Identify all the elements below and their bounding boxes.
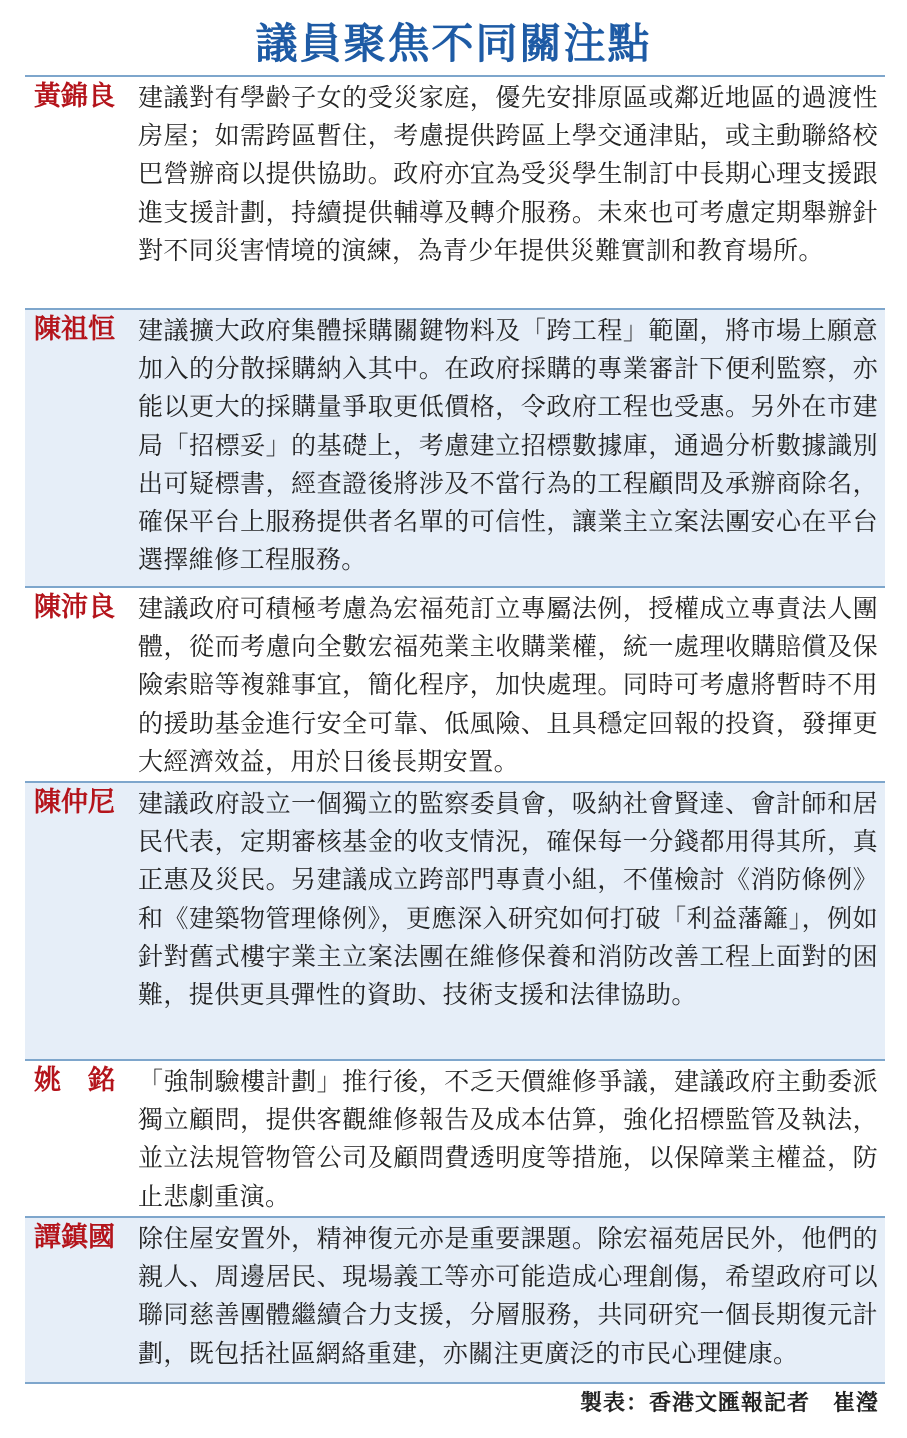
councillor-name: 姚 銘 — [34, 1065, 115, 1096]
credit-line: 製表：香港文匯報記者 崔瀅 — [579, 1390, 879, 1416]
entry-chan-chung-nei — [25, 783, 885, 1061]
entry-chan-pui-leung — [25, 588, 885, 783]
entry-yiu-ming — [25, 1061, 885, 1218]
entry-chan-cho-hang — [25, 310, 885, 588]
proposal-text: 建議擴大政府集體採購關鍵物料及「跨工程」範圍，將市場上願意加入的分散採購納入其中。在政府採購的專業審計下便利監察，亦能以更大的採購量爭取更低價格，令政府工程也受惠。另外在市建局「招標妥」的基礎上，考慮建立招標數據庫，通過分析數據識別出可疑標書，經查證後將涉及不當行為的工程顧問及承辦商除名，確保平台上服務提供者名單的可信性，讓業主立案法團安心在平台選擇維修工程服務。 — [138, 316, 878, 575]
entry-tam-chun-kwok — [25, 1218, 885, 1384]
councillor-name: 譚鎮國 — [34, 1222, 115, 1253]
proposal-text: 除住屋安置外，精神復元亦是重要課題。除宏福苑居民外，他們的親人、周邊居民、現場義工等亦可能造成心理創傷，希望政府可以聯同慈善團體繼續合力支援，分層服務，共同研究一個長期復元計劃，既包括社區網絡重建，亦關注更廣泛的市民心理健康。 — [138, 1224, 878, 1368]
proposal-text: 建議政府設立一個獨立的監察委員會，吸納社會賢達、會計師和居民代表，定期審核基金的收支情況，確保每一分錢都用得其所，真正惠及災民。另建議成立跨部門專責小組，不僅檢討《消防條例》和《建築物管理條例》，更應深入研究如何打破「利益藩籬」，例如針對舊式樓宇業主立案法團在維修保養和消防改善工程上面對的困難，提供更具彈性的資助、技術支援和法律協助。 — [138, 789, 878, 1010]
councillor-name: 陳祖恒 — [34, 314, 115, 345]
councillor-name: 陳仲尼 — [34, 787, 115, 818]
proposal-text: 建議對有學齡子女的受災家庭，優先安排原區或鄰近地區的過渡性房屋；如需跨區暫住，考慮提供跨區上學交通津貼，或主動聯絡校巴營辦商以提供協助。政府亦宜為受災學生制訂中長期心理支援跟進支援計劃，持續提供輔導及轉介服務。未來也可考慮定期舉辦針對不同災害情境的演練，為青少年提供災難實訓和教育場所。 — [138, 83, 878, 265]
entry-huang — [25, 77, 885, 310]
councillor-name: 陳沛良 — [34, 592, 115, 623]
councillor-name: 黃錦良 — [34, 81, 115, 112]
proposal-text: 「強制驗樓計劃」推行後，不乏天價維修爭議，建議政府主動委派獨立顧問，提供客觀維修報告及成本估算，強化招標監管及執法，並立法規管物管公司及顧問費透明度等措施，以保障業主權益，防止悲劇重演。 — [138, 1067, 878, 1211]
proposal-text: 建議政府可積極考慮為宏福苑訂立專屬法例，授權成立專責法人團體，從而考慮向全數宏福苑業主收購業權，統一處理收購賠償及保險索賠等複雜事宜，簡化程序，加快處理。同時可考慮將暫時不用的援助基金進行安全可靠、低風險、且具穩定回報的投資，發揮更大經濟效益，用於日後長期安置。 — [138, 594, 878, 776]
page-title: 議員聚焦不同關注點 — [255, 19, 652, 68]
